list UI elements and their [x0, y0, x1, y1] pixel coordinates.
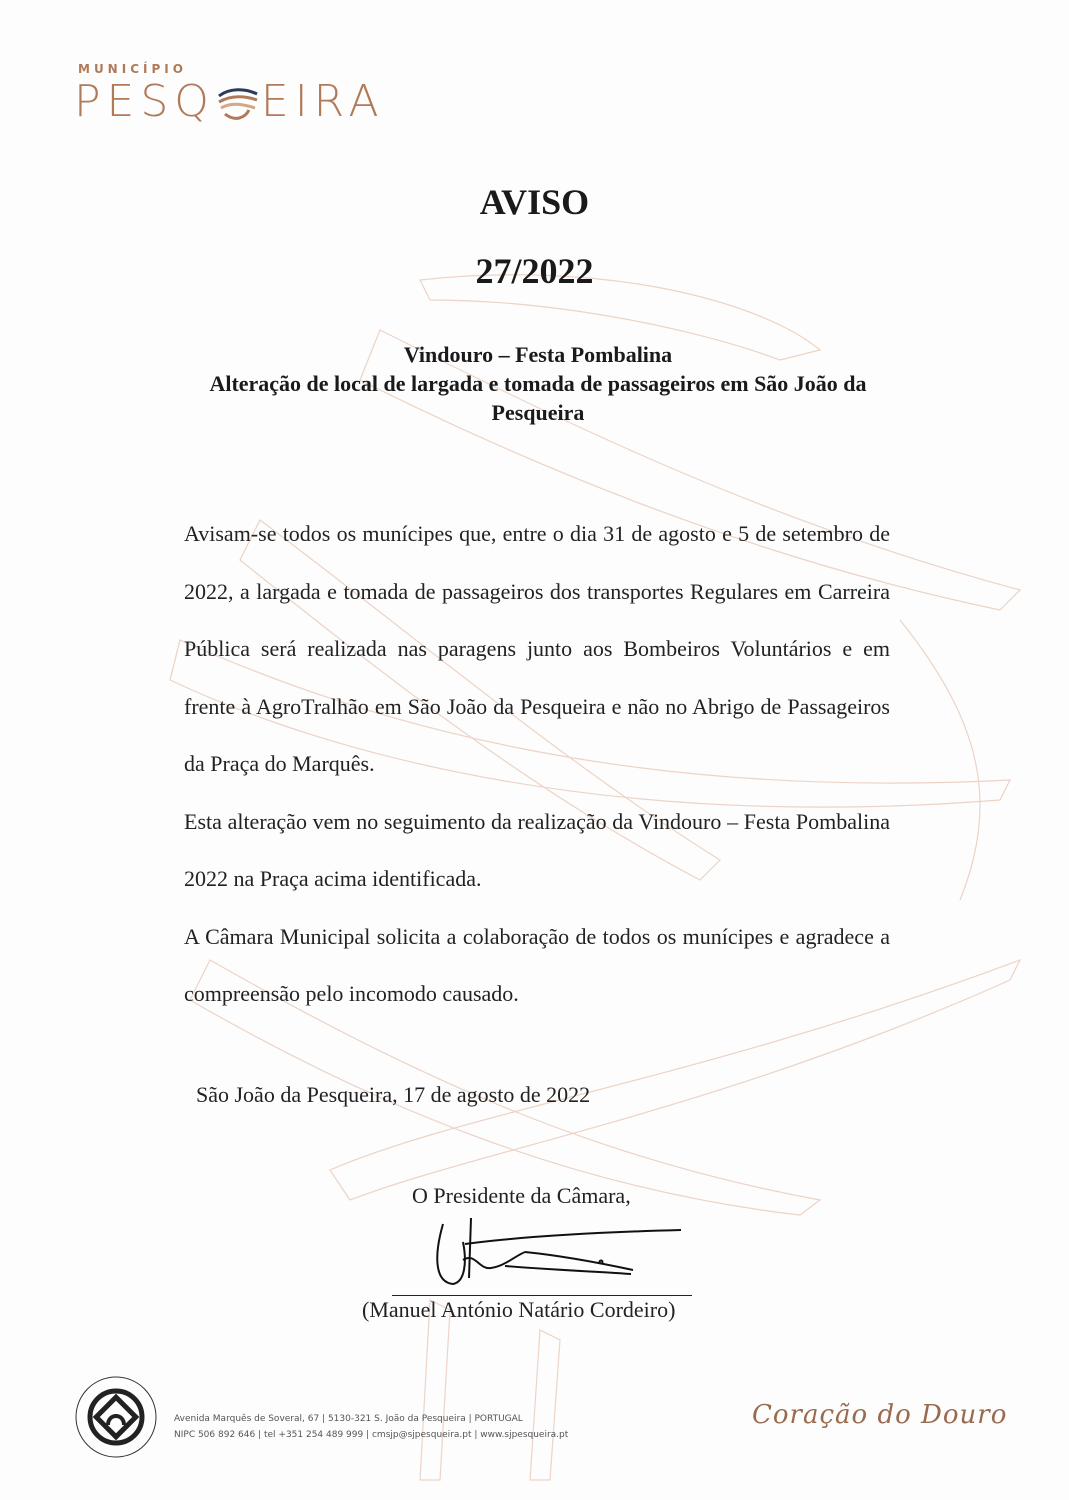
slogan-script: Coração do Douro	[752, 1400, 1008, 1430]
place-date: São João da Pesqueira, 17 de agosto de 2022	[196, 1082, 591, 1107]
notice-number: 27/2022	[475, 251, 594, 291]
municipality-logo	[74, 58, 384, 138]
notice-title: AVISO	[479, 182, 590, 222]
footer-address: Avenida Marquês de Soveral, 67 | 5130-321 S. João da Pesqueira | PORTUGAL	[174, 1414, 523, 1424]
signatory-name: (Manuel António Natário Cordeiro)	[362, 1297, 676, 1322]
subject-line-2: Alteração de local de largada e tomada de passageiros em São João da Pesqueira	[209, 371, 867, 425]
unesco-world-heritage-seal	[74, 1375, 158, 1459]
logo-big-left: PESQ	[74, 76, 215, 127]
body-paragraph: Avisam-se todos os munícipes que, entre o dia 31 de agosto e 5 de setembro de 2022, a largada e tomada de passageiros dos transportes Regulares em Carreira Pública será realizada nas paragens junto aos Bombeiros Voluntários e em frente à AgroTralhão em São João da Pesqueira e não no Abrigo de Passageiros da Praça do Marquês.	[184, 521, 890, 776]
handwritten-signature	[405, 1212, 695, 1302]
logo-big-text	[74, 76, 385, 127]
signatory-title: O Presidente da Câmara,	[412, 1183, 631, 1208]
logo-small-text: MUNICÍPIO	[78, 62, 187, 76]
footer-contact-line: NIPC 506 892 646 | tel +351 254 489 999 | cmsjp@sjpesqueira.pt | www.sjpesqueira.pt	[174, 1430, 569, 1440]
subject-line-1: Vindouro – Festa Pombalina	[403, 342, 673, 367]
footer-contacts	[174, 1411, 568, 1443]
notice-subject	[180, 340, 896, 427]
signature-line	[392, 1295, 692, 1296]
logo-big-right: EIRA	[260, 76, 385, 127]
body-paragraph: Esta alteração vem no seguimento da realização da Vindouro – Festa Pombalina 2022 na Praça acima identificada.	[184, 808, 890, 891]
notice-body	[184, 505, 890, 1023]
logo-emblem-icon	[215, 82, 261, 122]
body-paragraph: A Câmara Municipal solicita a colaboração de todos os munícipes e agradece a compreensão pelo incomodo causado.	[184, 923, 890, 1006]
